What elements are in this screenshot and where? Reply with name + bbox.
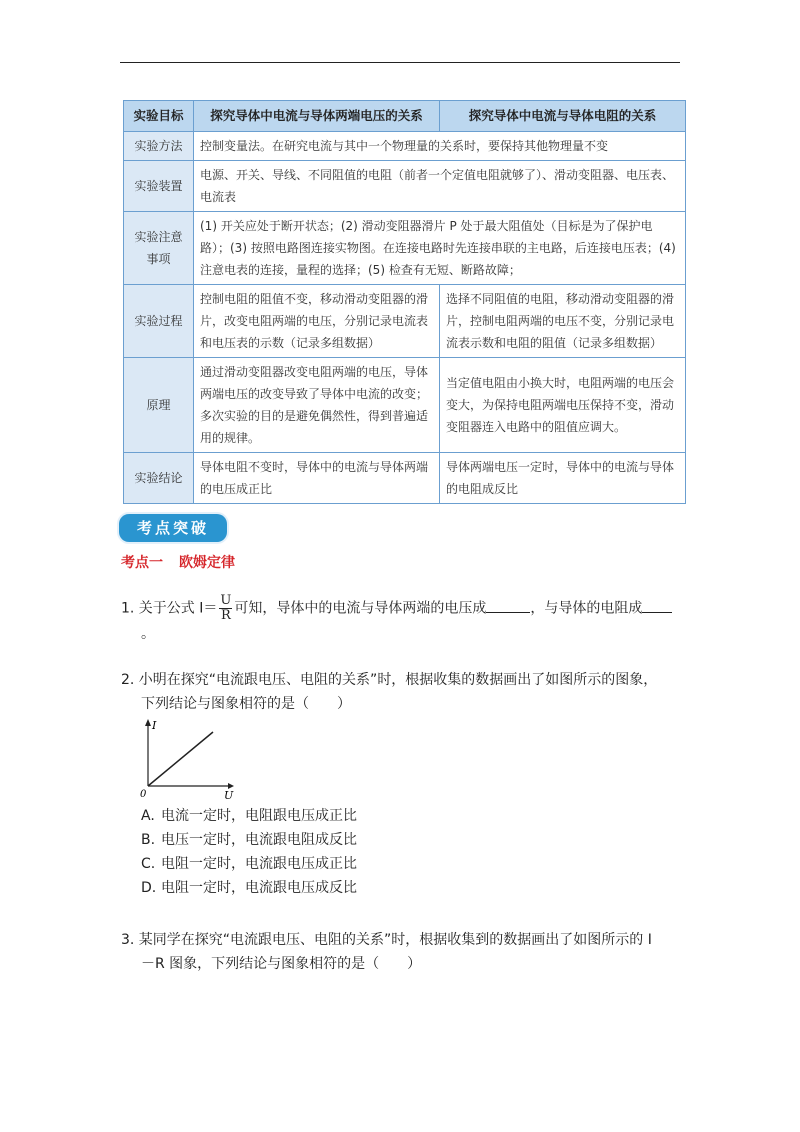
option-b[interactable]	[141, 830, 357, 850]
row-content: 控制变量法。在研究电流与其中一个物理量的关系时，要保持其他物理量不变	[194, 132, 686, 161]
fraction-numerator: U	[220, 593, 232, 608]
header-rule	[120, 62, 680, 63]
section-badge: 考点突破	[119, 514, 227, 542]
row-content: (1) 开关应处于断开状态；(2) 滑动变阻器滑片 P 处于最大阻值处（目标是为了保护电路）；(3) 按照电路图连接实物图。在连接电路时先连接串联的主电路，后连接电压表；(4) 注意电表的连接，量程的选择；(5) 检查有无短、断路故障；	[194, 212, 686, 285]
option-letter: C.	[141, 856, 156, 872]
row-content-left: 导体电阻不变时，导体中的电流与导体两端的电压成正比	[194, 453, 440, 504]
y-axis-arrow	[145, 719, 151, 726]
q2-line-2: 下列结论与图象相符的是（ ）	[141, 696, 351, 712]
option-letter: A.	[141, 808, 155, 824]
option-text: 电阻一定时，电流跟电压成反比	[161, 880, 357, 896]
origin-label: 0	[140, 789, 147, 800]
row-content: 电源、开关、导线、不同阻值的电阻（前者一个定值电阻就够了）、滑动变阻器、电压表、电流表	[194, 161, 686, 212]
table-row	[124, 453, 686, 504]
fraction-denominator: R	[220, 608, 231, 623]
option-text: 电阻一定时，电流跟电压成正比	[161, 856, 357, 872]
q2-line-1: 2. 小明在探究“电流跟电压、电阻的关系”时，根据收集的数据画出了如图所示的图象，	[121, 672, 658, 688]
row-content-right: 导体两端电压一定时，导体中的电流与导体的电阻成反比	[440, 453, 686, 504]
row-content-right: 选择不同阻值的电阻，移动滑动变阻器的滑片，控制电阻两端的电压不变，分别记录电流表示数和电阻的阻值（记录多组数据）	[440, 285, 686, 358]
q1-text: 可知，导体中的电流与导体两端的电压成	[234, 600, 487, 617]
table-row	[124, 132, 686, 161]
row-label: 实验注意事项	[124, 212, 194, 285]
row-label: 实验装置	[124, 161, 194, 212]
option-letter: D.	[141, 880, 157, 896]
q3-line-1: 3. 某同学在探究“电流跟电压、电阻的关系”时，根据收集到的数据画出了如图所示的 I	[121, 932, 652, 948]
table-row	[124, 285, 686, 358]
answer-blank[interactable]	[486, 598, 530, 613]
q3-line-2: －R 图象，下列结论与图象相符的是（ ）	[141, 956, 422, 972]
i-u-graph	[138, 716, 238, 800]
row-label: 实验过程	[124, 285, 194, 358]
kaodian-number: 考点一	[121, 555, 163, 571]
row-label: 实验结论	[124, 453, 194, 504]
row-label: 实验方法	[124, 132, 194, 161]
option-text: 电流一定时，电阻跟电压成正比	[161, 808, 357, 824]
table-row	[124, 161, 686, 212]
q1-text-2: ，与导体的电阻成	[530, 600, 643, 617]
x-axis-label: U	[224, 789, 234, 800]
table-header-row	[124, 101, 686, 132]
option-c[interactable]	[141, 854, 357, 874]
q1-prefix: 1. 关于公式 I＝	[121, 600, 218, 617]
kaodian-title: 欧姆定律	[179, 555, 235, 571]
row-label: 原理	[124, 358, 194, 453]
row-content-right: 当定值电阻由小换大时，电阻两端的电压会变大，为保持电阻两端电压保持不变，滑动变阻器连入电路中的阻值应调大。	[440, 358, 686, 453]
option-text: 电压一定时，电流跟电阻成反比	[161, 832, 357, 848]
option-letter: B.	[141, 832, 156, 848]
proportional-line	[148, 732, 213, 786]
option-a[interactable]	[141, 806, 357, 826]
row-content-left: 控制电阻的阻值不变，移动滑动变阻器的滑片，改变电阻两端的电压，分别记录电流表和电压表的示数（记录多组数据）	[194, 285, 440, 358]
kaodian-heading	[121, 552, 235, 572]
y-axis-label: I	[152, 719, 157, 732]
formula-fraction	[219, 594, 232, 623]
experiment-table	[123, 100, 686, 504]
table-header-cell: 实验目标	[124, 101, 194, 132]
table-header-cell: 探究导体中电流与导体两端电压的关系	[194, 101, 440, 132]
table-header-cell: 探究导体中电流与导体电阻的关系	[440, 101, 686, 132]
answer-blank[interactable]	[642, 598, 672, 613]
q1-end: 。	[141, 626, 155, 642]
option-d[interactable]	[141, 878, 357, 898]
question-1	[121, 594, 701, 623]
table-row	[124, 212, 686, 285]
row-content-left: 通过滑动变阻器改变电阻两端的电压，导体两端电压的改变导致了导体中电流的改变；多次实验的目的是避免偶然性，得到普遍适用的规律。	[194, 358, 440, 453]
table-row	[124, 358, 686, 453]
